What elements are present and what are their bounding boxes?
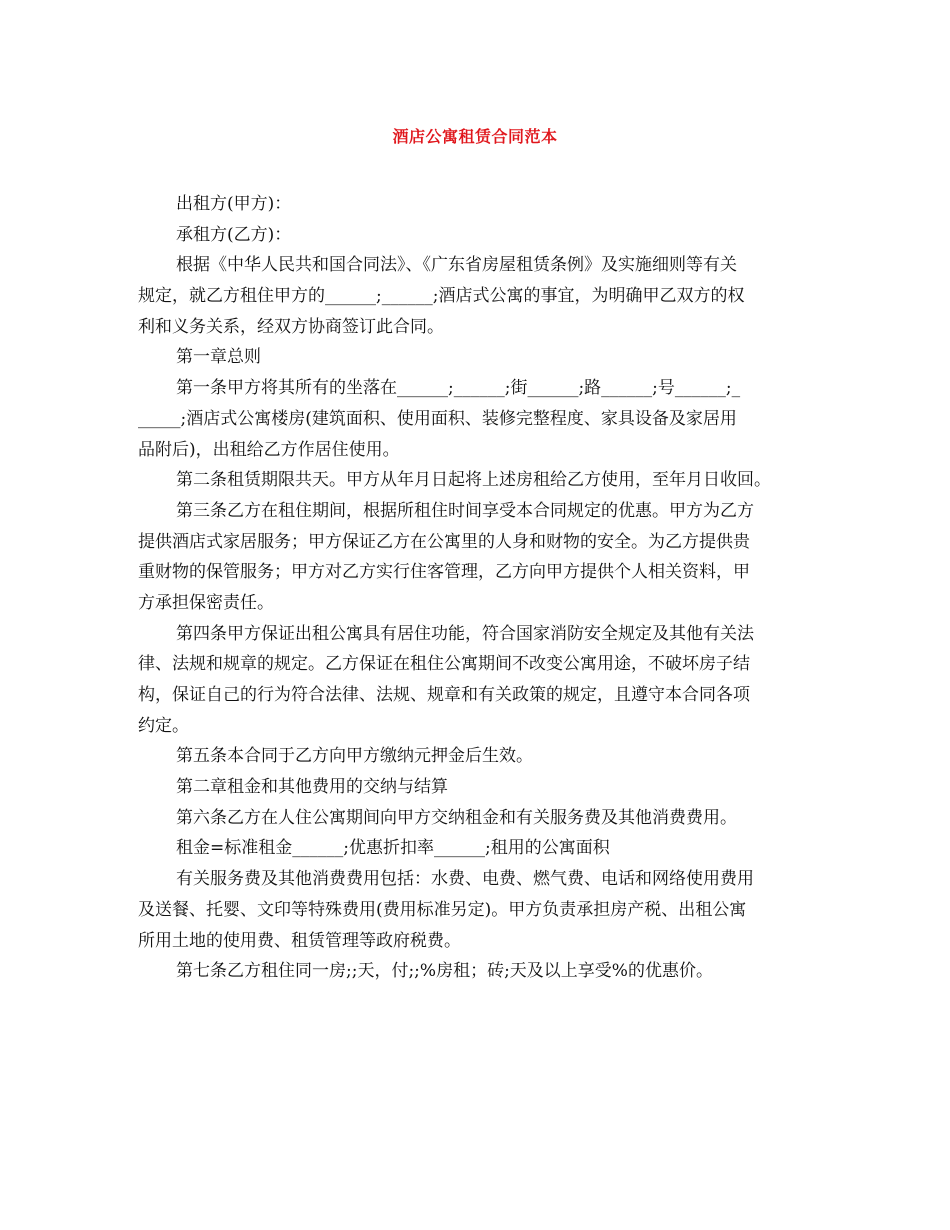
article-3-line-2: 提供酒店式家居服务；甲方保证乙方在公寓里的人身和财物的安全。为乙方提供贵 [138, 531, 750, 552]
document-title: 酒店公寓租赁合同范本 [392, 127, 558, 146]
fees-line-3: 所用土地的使用费、租赁管理等政府税费。 [138, 930, 461, 951]
article-3-line-4: 方承担保密责任。 [138, 592, 274, 613]
article-7-line-1: 第七条乙方租住同一房;;天，付;;%房租；砖;天及以上享受%的优惠价。 [176, 961, 713, 982]
lessee-line: 承租方(乙方)： [176, 224, 292, 245]
chapter-1-heading: 第一章总则 [176, 347, 261, 368]
document-body [138, 189, 828, 987]
fees-line-2: 及送餐、托婴、文印等特殊费用(费用标准另定)。甲方负责承担房产税、出租公寓 [138, 899, 747, 920]
article-2-line-1: 第二条租赁期限共天。甲方从年月日起将上述房租给乙方使用，至年月日收回。 [176, 470, 771, 491]
article-3-line-1: 第三条乙方在租住期间，根据所租住时间享受本合同规定的优惠。甲方为乙方 [176, 500, 754, 521]
article-6-line-1: 第六条乙方在人住公寓期间向甲方交纳租金和有关服务费及其他消费费用。 [176, 807, 737, 828]
article-4-line-1: 第四条甲方保证出租公寓具有居住功能，符合国家消防安全规定及其他有关法 [176, 623, 754, 644]
preamble-line-1: 根据《中华人民共和国合同法》、《广东省房屋租赁条例》及实施细则等有关 [176, 255, 737, 276]
article-4-line-4: 约定。 [138, 715, 189, 736]
article-5-line-1: 第五条本合同于乙方向甲方缴纳元押金后生效。 [176, 746, 533, 767]
article-1-line-1: 第一条甲方将其所有的坐落在______;______;街______;路______;号______;_ [176, 378, 741, 399]
article-1-line-2: _____;酒店式公寓楼房(建筑面积、使用面积、装修完整程度、家具设备及家居用 [138, 408, 737, 429]
lessor-line: 出租方(甲方)： [176, 194, 292, 214]
fees-line-1: 有关服务费及其他消费费用包括：水费、电费、燃气费、电话和网络使用费用 [176, 869, 754, 890]
rent-formula-line: 租金=标准租金______;优惠折扣率______;租用的公寓面积 [176, 838, 610, 859]
article-4-line-2: 律、法规和规章的规定。乙方保证在租住公寓期间不改变公寓用途，不破坏房子结 [138, 654, 750, 675]
preamble-line-3: 利和义务关系，经双方协商签订此合同。 [138, 316, 444, 337]
article-4-line-3: 构，保证自己的行为符合法律、法规、规章和有关政策的规定，且遵守本合同各项 [138, 685, 750, 705]
chapter-2-heading: 第二章租金和其他费用的交纳与结算 [176, 777, 448, 798]
article-3-line-3: 重财物的保管服务；甲方对乙方实行住客管理，乙方向甲方提供个人相关资料，甲 [138, 562, 750, 583]
article-1-line-3: 品附后)，出租给乙方作居住使用。 [138, 439, 400, 460]
preamble-line-2: 规定，就乙方租住甲方的______;______;酒店式公寓的事宜，为明确甲乙双方的权 [138, 286, 745, 307]
